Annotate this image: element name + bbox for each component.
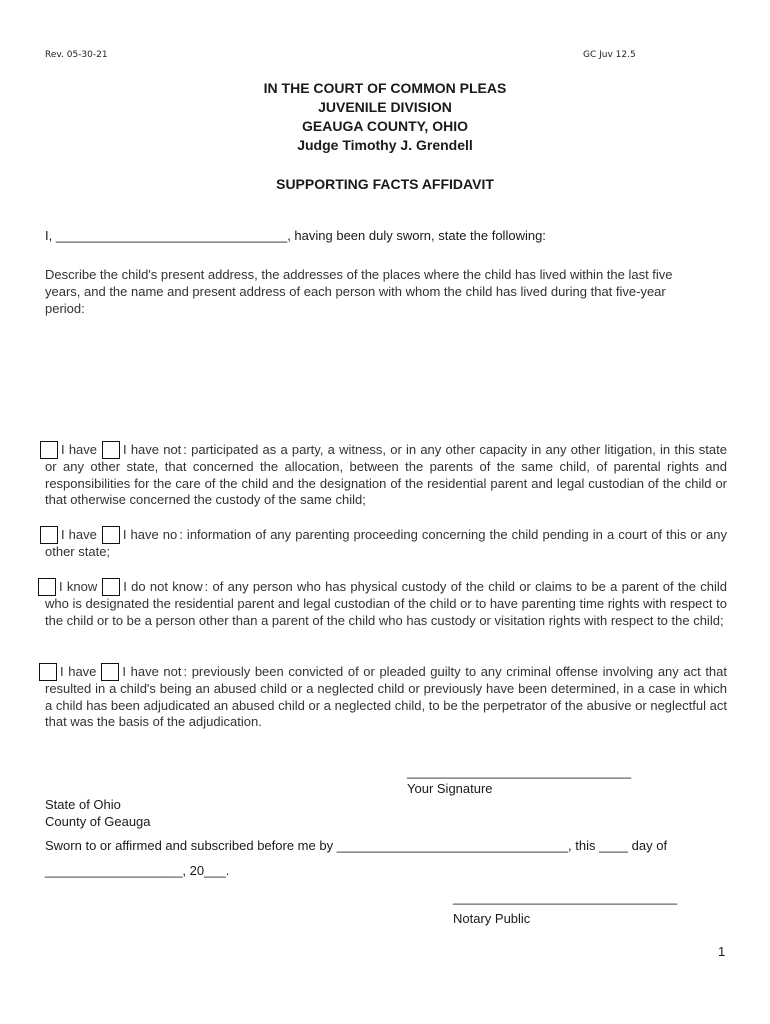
oath-prefix: I, bbox=[45, 228, 56, 243]
judge-name: Judge Timothy J. Grendell bbox=[297, 137, 473, 153]
statement-text: : previously been convicted of or pleaded guilty to any criminal offense involving any act that resulted in a child's being an abused child or a neglected child or previously have been determined, in a case in which a child has been adjudicated an abused child or a neglected child, to be the perpetrator of the abusive or neglectful act that was the basis of the adjudication. bbox=[45, 664, 727, 729]
checkbox-i-have-not-litigation[interactable] bbox=[102, 441, 120, 459]
describe-line-3: period: bbox=[45, 301, 85, 316]
option-i-have-not-label: I have not bbox=[123, 442, 182, 457]
statement-text: : information of any parenting proceeding concerning the child pending in a court of this or any other state; bbox=[45, 527, 727, 559]
sworn-date-line[interactable]: ___________________, 20___. bbox=[45, 863, 230, 878]
checkbox-i-have-convicted[interactable] bbox=[39, 663, 57, 681]
statement-text: : participated as a party, a witness, or in any other capacity in any other litigation, in this state or any other state, that concerned the allocation, between the parents of the same child, of parental rights and responsibilities for the care of the child and the designation of the residential parent and legal custodian of the child or that otherwise concerned the custody of the same child; bbox=[45, 442, 727, 507]
affiant-name-field[interactable]: ________________________________ bbox=[55, 228, 288, 243]
describe-line-1: Describe the child's present address, the addresses of the places where the child has lived within the last five bbox=[45, 267, 673, 282]
option-i-have-not-label: I have not bbox=[122, 664, 182, 679]
court-name: IN THE COURT OF COMMON PLEAS bbox=[263, 80, 507, 96]
signature-line[interactable]: _______________________________ bbox=[407, 764, 632, 779]
checkbox-i-have-information[interactable] bbox=[40, 526, 58, 544]
oath-suffix: , having been duly sworn, state the following: bbox=[287, 228, 546, 243]
statement-criminal-offense bbox=[45, 663, 727, 731]
option-i-have-label: I have bbox=[60, 664, 97, 679]
oath-line bbox=[45, 228, 546, 245]
statement-pending-proceeding bbox=[45, 526, 727, 561]
option-i-have-label: I have bbox=[61, 527, 97, 542]
address-history-answer-area[interactable] bbox=[45, 320, 727, 430]
revision-date: Rev. 05-30-21 bbox=[45, 50, 108, 60]
statement-custody-person bbox=[45, 578, 727, 629]
sworn-statement: Sworn to or affirmed and subscribed before me by ________________________________, this ____ day of bbox=[45, 838, 668, 853]
statement-text: : of any person who has physical custody of the child or claims to be a parent of the child who is designated the residential parent and legal custodian of the child or to have parenting time rights with respect to the child or to be a person other than a parent of the child who has custody or visitation rights with respect to the child; bbox=[45, 579, 728, 628]
option-i-have-label: I have bbox=[61, 442, 98, 457]
checkbox-i-do-not-know[interactable] bbox=[102, 578, 120, 596]
option-i-do-not-know-label: I do not know bbox=[123, 579, 203, 594]
describe-line-2: years, and the name and present address of each person with whom the child has lived during that five-year bbox=[45, 284, 666, 299]
notary-label: Notary Public bbox=[453, 911, 531, 926]
option-i-know-label: I know bbox=[59, 579, 98, 594]
option-i-have-no-label: I have no bbox=[122, 527, 178, 542]
statement-litigation bbox=[45, 441, 727, 509]
checkbox-i-have-litigation[interactable] bbox=[40, 441, 58, 459]
signature-label: Your Signature bbox=[407, 781, 493, 796]
court-county: GEAUGA COUNTY, OHIO bbox=[302, 118, 468, 134]
court-division: JUVENILE DIVISION bbox=[318, 99, 452, 115]
checkbox-i-know[interactable] bbox=[38, 578, 56, 596]
notary-signature-line[interactable]: _______________________________ bbox=[453, 890, 678, 905]
checkbox-i-have-no-information[interactable] bbox=[102, 526, 120, 544]
venue-state: State of Ohio bbox=[45, 797, 121, 812]
form-code: GC Juv 12.5 bbox=[583, 50, 636, 60]
venue-county: County of Geauga bbox=[45, 814, 151, 829]
document-title: SUPPORTING FACTS AFFIDAVIT bbox=[276, 176, 494, 192]
page-number: 1 bbox=[718, 944, 726, 959]
checkbox-i-have-not-convicted[interactable] bbox=[101, 663, 119, 681]
